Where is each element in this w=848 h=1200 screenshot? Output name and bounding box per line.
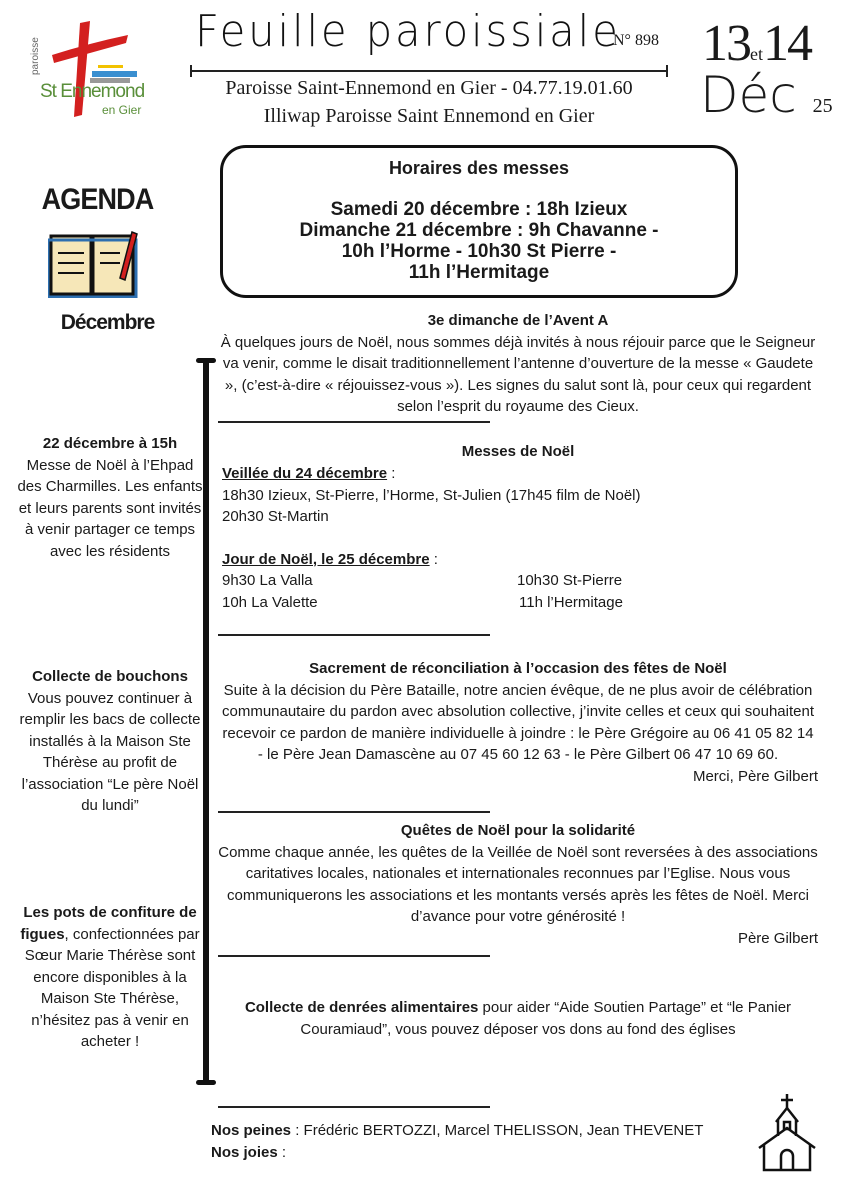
section-title: 3e dimanche de l’Avent A: [427, 312, 609, 329]
parish-contact: Paroisse Saint-Ennemond en Gier - 04.77.19.01.60: [225, 77, 633, 99]
section-signature: Merci, Père Gilbert: [692, 767, 818, 785]
month: Déc: [700, 66, 797, 124]
divider: [218, 421, 490, 423]
mass-line: 10h l’Horme - 10h30 St Pierre -: [341, 241, 617, 262]
logo-text-main: St Ennemond: [40, 81, 145, 102]
mass-schedule-title: Horaires des messes: [388, 158, 570, 178]
section-signature: Père Gilbert: [737, 929, 818, 947]
section-avent: [218, 310, 818, 418]
church-icon: [756, 1092, 818, 1172]
agenda-item-text: , confectionnées par Sœur Marie Thérèse sont encore disponibles à la Maison Ste Thérèse, n’hésitez pas à venir en acheter !: [24, 925, 200, 1050]
header-divider: [190, 70, 668, 72]
colon: :: [387, 465, 396, 482]
section-title: Quêtes de Noël pour la solidarité: [400, 822, 636, 839]
day1: 13: [702, 15, 750, 72]
agenda-item: [15, 433, 205, 562]
agenda-item-title: Les pots de confiture de figues: [20, 904, 197, 943]
agenda-item-title: 22 décembre à 15h: [42, 435, 178, 452]
day-connector: et: [750, 44, 763, 64]
joies-names: :: [277, 1143, 287, 1161]
section-title: Sacrement de réconciliation à l’occasion des fêtes de Noël: [309, 660, 727, 677]
section-denrees: [218, 997, 818, 1040]
agenda-item: [15, 666, 205, 817]
mass-line: Dimanche 21 décembre : 9h Chavanne -: [299, 220, 659, 241]
agenda-title: AGENDA: [41, 183, 154, 216]
footer: [211, 1120, 703, 1163]
agenda-item-title: Collecte de bouchons: [32, 668, 188, 685]
logo-text-sub: en Gier: [102, 103, 142, 117]
agenda-item-text: Vous pouvez continuer à remplir les bacs de collecte installés à la Maison Ste Thérèse au profit de l’association “Le père Noël du lundi”: [19, 689, 201, 814]
jour-line: 9h30 La Valla: [222, 572, 313, 589]
agenda-item: [15, 902, 205, 1053]
divider: [218, 1106, 490, 1108]
veillee-label: Veillée du 24 décembre: [222, 465, 388, 482]
veillee-line: 20h30 St-Martin: [222, 508, 329, 525]
section-quetes: [218, 820, 818, 949]
section-text: pour aider “Aide Soutien Partage” et “le Panier Couramiaud”, vous pouvez déposer vos dons au fond des églises: [300, 999, 792, 1038]
year: 25: [812, 95, 833, 117]
mass-line: 11h l’Hermitage: [408, 262, 550, 283]
jour-line: 11h l’Hermitage: [519, 593, 623, 611]
section-pardon: [218, 658, 818, 787]
parish-illiwap: Illiwap Paroisse Saint Ennemond en Gier: [263, 105, 595, 127]
veillee-line: 18h30 Izieux, St-Pierre, l’Horme, St-Julien (17h45 film de Noël): [222, 486, 641, 504]
jour-label: Jour de Noël, le 25 décembre: [222, 550, 430, 568]
mass-schedule-lines: [223, 199, 735, 283]
peines-names: : Frédéric BERTOZZI, Marcel THELISSON, Jean THEVENET: [291, 1122, 704, 1139]
jour-line: 10h La Valette: [222, 593, 318, 611]
divider: [218, 811, 490, 813]
agenda-item-text: Messe de Noël à l’Ehpad des Charmilles. Les enfants et leurs parents sont invités à venir partager ce temps avec les résidents: [17, 456, 203, 560]
day2: 14: [763, 15, 811, 72]
date-days: [702, 14, 811, 73]
notebook-icon: [48, 228, 140, 298]
logo-text-small: paroisse: [30, 37, 41, 75]
page-title: Feuille paroissiale: [195, 6, 621, 57]
divider: [218, 634, 490, 636]
joies-label: Nos joies: [211, 1143, 278, 1161]
section-text: Comme chaque année, les quêtes de la Veillée de Noël sont reversées à des associations caritatives locales, nationales et internationales reconnues par l’Eglise. Nous vous communiquerons les associations et les montants versés après les fêtes de Noël. Merci d’avance pour votre générosité !: [218, 843, 818, 925]
issue-number: N° 898: [613, 32, 659, 49]
section-text: Suite à la décision du Père Bataille, notre ancien évêque, de ne plus avoir de célébration communautaire du pardon avec absolution collective, j’invite celles et ceux qui souhaitent recevoir ce pardon de manière individuelle à joindre : le Père Grégoire au 06 41 05 82 14 - le Père Jean Damascène au 07 45 60 12 63 - le Père Gilbert 06 47 10 69 60.: [221, 681, 814, 763]
colon: :: [429, 550, 438, 568]
peines-label: Nos peines: [211, 1122, 292, 1139]
parish-logo: [30, 15, 160, 125]
section-text: À quelques jours de Noël, nous sommes déjà invités à nous réjouir parce que le Seigneur va venir, comme le disait traditionnellement l’antenne d’ouverture de la messe « Gaudete », (c’est-à-dire « réjouissez-vous »). Les signes du salut sont là, pour ceux qui regardent selon l’esprit du royaume des Cieux.: [220, 333, 816, 415]
noel-details: [222, 463, 822, 613]
section-title: Collecte de denrées alimentaires: [244, 999, 479, 1016]
agenda-month: Décembre: [60, 311, 155, 334]
mass-schedule-box: [220, 145, 738, 298]
section-title: Messes de Noël: [461, 443, 575, 460]
section-noel: [218, 441, 818, 463]
jour-line: 10h30 St-Pierre: [517, 572, 623, 589]
mass-line: Samedi 20 décembre : 18h Izieux: [330, 199, 628, 220]
date-month: [700, 66, 833, 124]
divider: [218, 955, 490, 957]
